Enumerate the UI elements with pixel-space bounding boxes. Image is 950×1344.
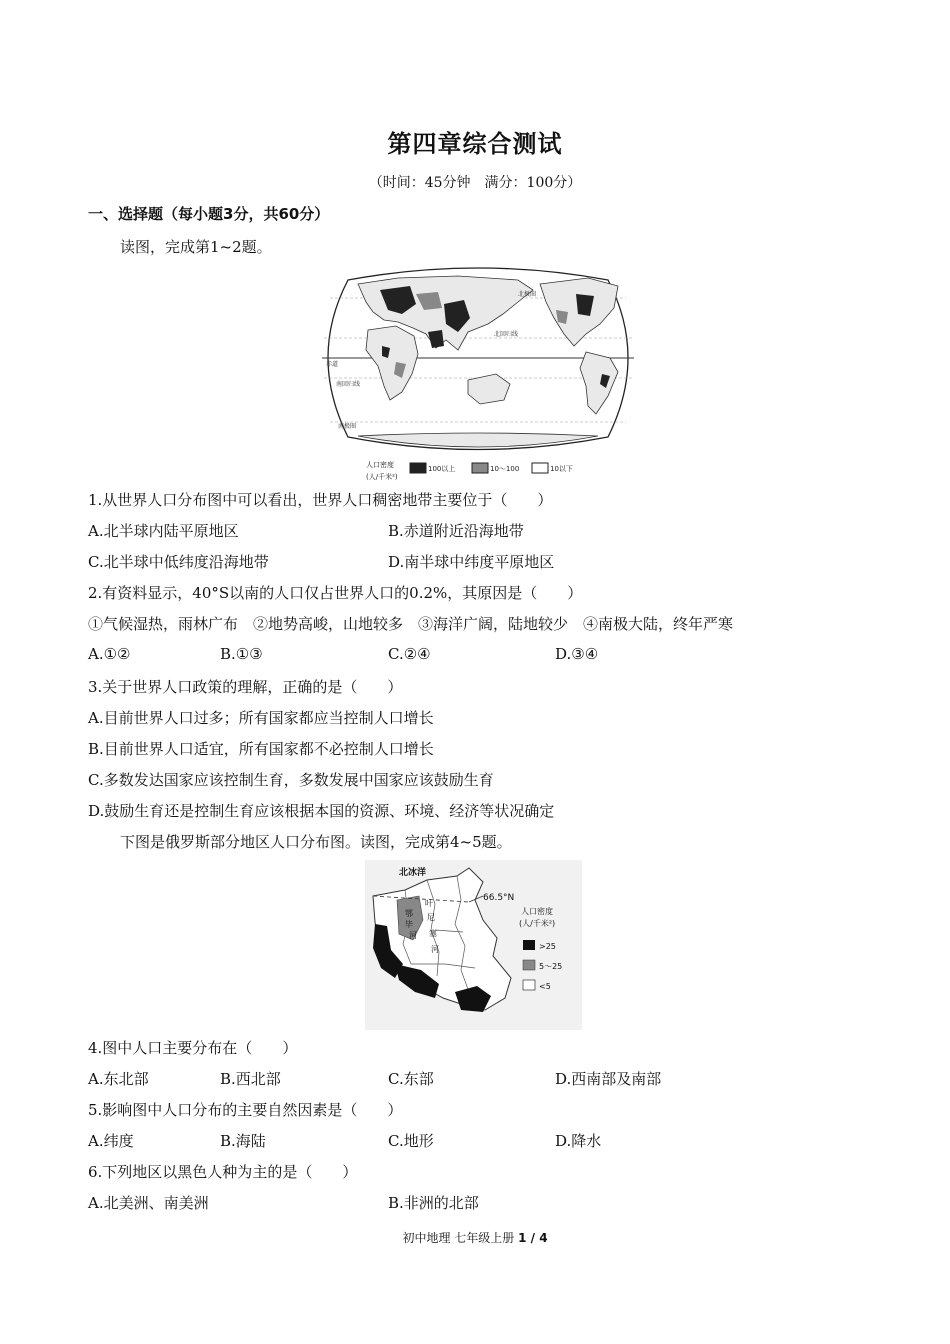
tropic-north-label: 北回归线 [494,331,519,338]
yenisei-river-char-2: 尼 [427,913,435,922]
world-population-map [318,262,638,482]
yenisei-river-char-1: 叶 [425,899,433,908]
ob-river-char-3: 河 [409,931,417,940]
russia-legend-swatch-dense [523,940,535,950]
question-2-stem: 2.有资料显示，40°S以南的人口仅占世界人口的0.2%，其原因是（ ） [88,584,583,602]
question-5-stem: 5.影响图中人口分布的主要自然因素是（ ） [88,1101,403,1119]
russia-legend-unit: (人/千米²) [519,919,556,928]
q3-option-c: C.多数发达国家应该控制生育，多数发展中国家应该鼓励生育 [88,771,494,789]
question-3-stem: 3.关于世界人口政策的理解，正确的是（ ） [88,678,403,696]
legend-unit: (人/千米²) [366,473,398,481]
q1-option-c: C.北半球中低纬度沿海地带 [88,553,269,571]
antarctic-circle-label: 南极圈 [338,423,357,430]
q2-option-b: B.①③ [220,645,263,663]
q5-option-c: C.地形 [388,1132,434,1150]
q2-option-c: C.②④ [388,645,431,663]
question-1-stem: 1.从世界人口分布图中可以看出，世界人口稠密地带主要位于（ ） [88,491,553,509]
intro-1: 读图，完成第1~2题。 [120,238,272,256]
russia-legend-item-dense: >25 [539,942,556,951]
question-6-stem: 6.下列地区以黑色人种为主的是（ ） [88,1163,358,1181]
russia-population-map [365,860,582,1030]
q2-option-d: D.③④ [555,645,599,663]
question-4-stem: 4.图中人口主要分布在（ ） [88,1039,298,1057]
q3-option-a: A.目前世界人口过多；所有国家都应当控制人口增长 [88,709,434,727]
page-number: 1 / 4 [518,1231,548,1245]
q6-option-b: B.非洲的北部 [388,1194,479,1212]
legend-swatch-sparse [532,463,548,473]
page-title: 第四章综合测试 [387,130,563,158]
q3-option-b: B.目前世界人口适宜，所有国家都不必控制人口增长 [88,740,434,758]
section-heading: 一、选择题（每小题3分，共60分） [88,205,330,223]
russia-legend-item-mid: 5～25 [539,962,563,971]
equator-label: 赤道 [326,361,339,368]
yenisei-river-char-3: 塞 [429,929,437,938]
q4-option-c: C.东部 [388,1070,434,1088]
q4-option-b: B.西北部 [220,1070,281,1088]
q1-option-a: A.北半球内陆平原地区 [88,522,239,540]
world-map-legend [366,458,596,484]
legend-item-sparse: 10以下 [550,465,573,473]
footer-text: 初中地理 七年级上册 [402,1231,515,1245]
arctic-circle-label: 北极圈 [518,291,537,298]
legend-item-dense: 100以上 [428,465,456,473]
latitude-label: 66.5°N [483,893,515,903]
russia-legend-item-sparse: <5 [539,982,551,991]
q2-option-a: A.①② [88,645,131,663]
q4-option-d: D.西南部及南部 [555,1070,662,1088]
q5-option-a: A.纬度 [88,1132,134,1150]
q5-option-b: B.海陆 [220,1132,266,1150]
yenisei-river-char-4: 河 [431,945,439,954]
russia-legend-swatch-sparse [523,980,535,990]
q3-option-d: D.鼓励生育还是控制生育应该根据本国的资源、环境、经济等状况确定 [88,802,555,820]
tropic-south-label: 南回归线 [336,381,361,388]
question-2-items: ①气候湿热，雨林广布 ②地势高峻，山地较多 ③海洋广阔，陆地较少 ④南极大陆，终年严寒 [88,615,734,633]
ob-river-char-1: 鄂 [405,909,413,918]
legend-title: 人口密度 [366,461,394,469]
page-footer [0,1229,950,1246]
legend-item-mid: 10～100 [490,465,520,473]
q6-option-a: A.北美洲、南美洲 [88,1194,209,1212]
q5-option-d: D.降水 [555,1132,602,1150]
q4-option-a: A.东北部 [88,1070,149,1088]
intro-2: 下图是俄罗斯部分地区人口分布图。读图，完成第4~5题。 [120,833,512,851]
q1-option-b: B.赤道附近沿海地带 [388,522,524,540]
q1-option-d: D.南半球中纬度平原地区 [388,553,555,571]
russia-legend-title: 人口密度 [521,907,553,916]
russia-legend-swatch-mid [523,960,535,970]
exam-info: （时间：45分钟 满分：100分） [368,175,582,191]
ob-river-char-2: 毕 [405,920,413,929]
legend-swatch-mid [472,463,488,473]
arctic-ocean-label: 北冰洋 [399,868,427,878]
legend-swatch-dense [410,463,426,473]
